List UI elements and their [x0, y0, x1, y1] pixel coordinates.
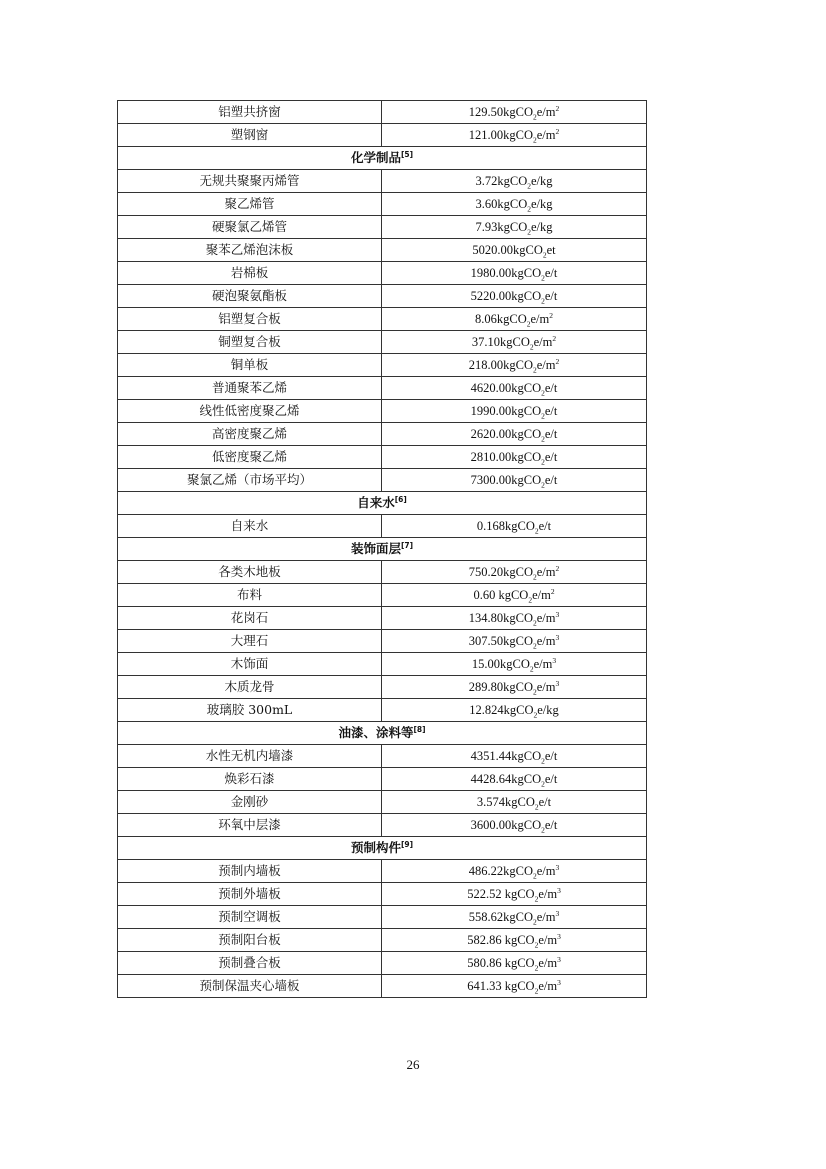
emission-factor — [382, 400, 647, 423]
factor-value: 1990.00 — [470, 404, 512, 418]
table-row — [118, 400, 647, 423]
unit-kgco: kgCO — [504, 933, 535, 947]
unit-suffix: e/t — [544, 473, 558, 487]
factor-value: 580.86 — [467, 956, 505, 970]
unit-subscript: 2 — [533, 871, 537, 881]
unit-suffix: e/t — [544, 749, 558, 763]
emission-factor — [382, 975, 647, 998]
table-row — [118, 377, 647, 400]
section-row — [118, 492, 647, 515]
material-name: 岩棉板 — [118, 262, 382, 285]
emission-factor — [382, 170, 647, 193]
unit-suffix: e/m — [536, 910, 556, 924]
material-name: 木饰面 — [118, 653, 382, 676]
unit-kgco: kgCO — [503, 565, 533, 579]
material-name: 预制外墙板 — [118, 883, 382, 906]
unit-suffix: e/m — [533, 657, 553, 671]
table-row — [118, 331, 647, 354]
unit-exponent: 3 — [555, 609, 560, 619]
section-heading — [118, 538, 647, 561]
factor-value: 2810.00 — [470, 450, 512, 464]
unit-exponent: 2 — [552, 333, 557, 343]
factor-value: 0.60 — [473, 588, 499, 602]
unit-kgco: kgCO — [511, 473, 542, 487]
unit-subscript: 2 — [533, 687, 537, 697]
section-title: 化学制品 — [350, 150, 401, 165]
unit-subscript: 2 — [534, 963, 539, 973]
unit-kgco: kgCO — [497, 174, 528, 188]
unit-suffix: e/m — [538, 887, 558, 901]
unit-subscript: 2 — [541, 388, 545, 398]
unit-suffix: e/m — [538, 956, 558, 970]
factor-value: 5020.00 — [472, 243, 513, 257]
emission-factor — [382, 101, 647, 124]
unit-subscript: 2 — [541, 296, 545, 306]
unit-suffix: e/m — [538, 979, 558, 993]
unit-subscript: 2 — [533, 572, 537, 582]
reference-mark: [6] — [394, 494, 407, 504]
material-name: 聚氯乙烯（市场平均） — [118, 469, 382, 492]
table-row — [118, 354, 647, 377]
emission-factor — [382, 193, 647, 216]
unit-kgco: kgCO — [503, 680, 533, 694]
unit-subscript: 2 — [534, 940, 539, 950]
section-heading — [118, 722, 647, 745]
unit-exponent: 3 — [555, 908, 560, 918]
material-name: 无规共聚聚丙烯管 — [118, 170, 382, 193]
material-name: 聚乙烯管 — [118, 193, 382, 216]
table-row — [118, 170, 647, 193]
table-row — [118, 952, 647, 975]
table-row — [118, 515, 647, 538]
factor-value: 121.00 — [468, 128, 504, 142]
unit-exponent: 3 — [555, 862, 560, 872]
emission-factor — [382, 745, 647, 768]
unit-suffix: e/m — [533, 335, 553, 349]
table-row — [118, 285, 647, 308]
factor-value: 7.93 — [475, 220, 498, 234]
unit-kgco: kgCO — [497, 220, 528, 234]
material-name: 硬泡聚氨酯板 — [118, 285, 382, 308]
unit-subscript: 2 — [534, 802, 539, 812]
unit-exponent: 2 — [555, 126, 560, 136]
table-row — [118, 975, 647, 998]
unit-suffix: e/m — [536, 358, 556, 372]
unit-suffix: e/m — [536, 611, 556, 625]
table-row — [118, 676, 647, 699]
emission-factor-table — [117, 100, 647, 998]
unit-kgco: kgCO — [505, 519, 535, 533]
factor-value: 486.22 — [468, 864, 504, 878]
table-row — [118, 860, 647, 883]
unit-subscript: 2 — [527, 181, 531, 191]
unit-subscript: 2 — [533, 135, 537, 145]
unit-subscript: 2 — [528, 595, 533, 605]
section-heading — [118, 147, 647, 170]
factor-value: 4351.44 — [470, 749, 512, 763]
section-title: 自来水 — [357, 495, 395, 510]
section-heading — [118, 492, 647, 515]
emission-factor — [382, 699, 647, 722]
material-name: 花岗石 — [118, 607, 382, 630]
unit-subscript: 2 — [526, 319, 531, 329]
reference-mark: [7] — [400, 540, 414, 550]
unit-subscript: 2 — [529, 664, 534, 674]
material-name: 环氧中层漆 — [118, 814, 382, 837]
material-name: 铜单板 — [118, 354, 382, 377]
unit-kgco: kgCO — [503, 703, 534, 717]
material-name: 低密度聚乙烯 — [118, 446, 382, 469]
unit-kgco: kgCO — [511, 818, 542, 832]
emission-factor — [382, 929, 647, 952]
unit-kgco: kgCO — [503, 864, 533, 878]
emission-factor — [382, 584, 647, 607]
unit-exponent: 3 — [555, 632, 560, 642]
unit-kgco: kgCO — [504, 956, 535, 970]
emission-factor — [382, 308, 647, 331]
section-row — [118, 538, 647, 561]
material-name: 普通聚苯乙烯 — [118, 377, 382, 400]
unit-exponent: 2 — [549, 310, 553, 320]
unit-suffix: e/t — [544, 427, 558, 441]
unit-suffix: e/t — [544, 289, 558, 303]
unit-kgco: kgCO — [500, 335, 530, 349]
emission-factor — [382, 124, 647, 147]
unit-subscript: 2 — [541, 756, 545, 766]
section-row — [118, 722, 647, 745]
factor-value: 3.72 — [475, 174, 498, 188]
factor-value: 134.80 — [468, 611, 504, 625]
emission-factor — [382, 676, 647, 699]
emission-factor — [382, 515, 647, 538]
table-row — [118, 699, 647, 722]
emission-factor — [382, 331, 647, 354]
factor-value: 582.86 — [467, 933, 505, 947]
factor-value: 37.10 — [471, 335, 500, 349]
factor-value: 641.33 — [467, 979, 505, 993]
unit-kgco: kgCO — [511, 450, 542, 464]
page-number: 26 — [406, 1057, 420, 1072]
table-row — [118, 584, 647, 607]
material-name: 聚苯乙烯泡沫板 — [118, 239, 382, 262]
emission-factor — [382, 952, 647, 975]
unit-kgco: kgCO — [503, 128, 533, 142]
unit-exponent: 3 — [557, 885, 561, 895]
unit-suffix: e/m — [530, 312, 550, 326]
table-row — [118, 124, 647, 147]
material-name: 预制内墙板 — [118, 860, 382, 883]
unit-kgco: kgCO — [503, 611, 533, 625]
factor-value: 3600.00 — [470, 818, 512, 832]
factor-value: 15.00 — [471, 657, 500, 671]
table-row — [118, 791, 647, 814]
factor-value: 129.50 — [468, 105, 504, 119]
unit-suffix: e/t — [544, 404, 558, 418]
factor-value: 5220.00 — [470, 289, 512, 303]
unit-suffix: e/kg — [530, 174, 553, 188]
reference-mark: [9] — [400, 839, 414, 849]
unit-kgco: kgCO — [511, 427, 542, 441]
section-row — [118, 147, 647, 170]
unit-kgco: kgCO — [511, 749, 542, 763]
unit-subscript: 2 — [534, 526, 539, 536]
emission-factor — [382, 906, 647, 929]
unit-suffix: e/m — [536, 105, 556, 119]
unit-kgco: kgCO — [498, 588, 529, 602]
material-name: 塑钢窗 — [118, 124, 382, 147]
unit-suffix: e/t — [544, 266, 558, 280]
unit-subscript: 2 — [534, 986, 539, 996]
unit-exponent: 3 — [557, 931, 561, 941]
table-row — [118, 216, 647, 239]
unit-kgco: kgCO — [511, 772, 542, 786]
factor-value: 3.60 — [475, 197, 498, 211]
factor-value: 750.20 — [468, 565, 504, 579]
emission-factor — [382, 814, 647, 837]
unit-subscript: 2 — [533, 618, 537, 628]
table-row — [118, 883, 647, 906]
emission-factor — [382, 354, 647, 377]
table-body — [118, 101, 647, 998]
unit-kgco: kgCO — [503, 358, 533, 372]
material-name: 金刚砂 — [118, 791, 382, 814]
table-row — [118, 193, 647, 216]
factor-value: 522.52 — [467, 887, 505, 901]
emission-factor — [382, 768, 647, 791]
unit-suffix: e/kg — [537, 703, 559, 717]
material-name: 铝塑复合板 — [118, 308, 382, 331]
emission-factor — [382, 216, 647, 239]
factor-value: 307.50 — [468, 634, 504, 648]
table-row — [118, 814, 647, 837]
unit-kgco: kgCO — [504, 887, 535, 901]
unit-subscript: 2 — [527, 227, 531, 237]
material-name: 水性无机内墙漆 — [118, 745, 382, 768]
unit-kgco: kgCO — [511, 289, 542, 303]
unit-suffix: et — [546, 243, 556, 257]
table-row — [118, 745, 647, 768]
material-name: 预制保温夹心墙板 — [118, 975, 382, 998]
table-row — [118, 423, 647, 446]
material-name: 预制叠合板 — [118, 952, 382, 975]
unit-subscript: 2 — [541, 411, 545, 421]
section-title: 油漆、涂料等 — [338, 725, 414, 740]
material-name: 自来水 — [118, 515, 382, 538]
unit-subscript: 2 — [527, 204, 531, 214]
emission-factor — [382, 791, 647, 814]
emission-factor-table-container — [117, 100, 646, 998]
table-row — [118, 768, 647, 791]
unit-subscript: 2 — [534, 894, 539, 904]
unit-exponent: 3 — [557, 977, 561, 987]
table-row — [118, 446, 647, 469]
unit-subscript: 2 — [533, 365, 537, 375]
factor-value: 0.168 — [476, 519, 505, 533]
material-name: 焕彩石漆 — [118, 768, 382, 791]
factor-value: 4428.64 — [470, 772, 512, 786]
material-name: 大理石 — [118, 630, 382, 653]
material-name: 铜塑复合板 — [118, 331, 382, 354]
emission-factor — [382, 239, 647, 262]
unit-exponent: 2 — [555, 103, 560, 113]
unit-exponent: 2 — [555, 356, 560, 366]
emission-factor — [382, 561, 647, 584]
unit-suffix: e/t — [544, 772, 558, 786]
unit-kgco: kgCO — [497, 197, 528, 211]
emission-factor — [382, 423, 647, 446]
factor-value: 218.00 — [468, 358, 504, 372]
unit-suffix: e/m — [536, 864, 556, 878]
unit-suffix: e/m — [536, 128, 556, 142]
factor-value: 1980.00 — [470, 266, 512, 280]
unit-subscript: 2 — [541, 434, 545, 444]
emission-factor — [382, 262, 647, 285]
table-row — [118, 101, 647, 124]
unit-subscript: 2 — [533, 710, 538, 720]
unit-kgco: kgCO — [503, 634, 533, 648]
unit-suffix: e/m — [536, 680, 556, 694]
section-title: 装饰面层 — [350, 541, 401, 556]
unit-kgco: kgCO — [511, 404, 542, 418]
factor-value: 558.62 — [468, 910, 504, 924]
unit-subscript: 2 — [541, 273, 545, 283]
unit-subscript: 2 — [541, 825, 545, 835]
unit-suffix: e/t — [538, 519, 552, 533]
material-name: 预制阳台板 — [118, 929, 382, 952]
unit-exponent: 2 — [550, 586, 555, 596]
unit-exponent: 3 — [555, 678, 560, 688]
table-row — [118, 308, 647, 331]
section-title: 预制构件 — [350, 840, 401, 855]
unit-subscript: 2 — [541, 457, 545, 467]
emission-factor — [382, 446, 647, 469]
unit-subscript: 2 — [542, 250, 547, 260]
table-row — [118, 607, 647, 630]
unit-exponent: 3 — [552, 655, 557, 665]
table-row — [118, 262, 647, 285]
emission-factor — [382, 377, 647, 400]
unit-subscript: 2 — [529, 342, 534, 352]
emission-factor — [382, 860, 647, 883]
table-row — [118, 561, 647, 584]
unit-suffix: e/m — [536, 634, 556, 648]
unit-suffix: e/t — [538, 795, 552, 809]
unit-kgco: kgCO — [503, 910, 533, 924]
table-row — [118, 906, 647, 929]
material-name: 预制空调板 — [118, 906, 382, 929]
table-row — [118, 630, 647, 653]
reference-mark: [5] — [400, 149, 414, 159]
emission-factor — [382, 607, 647, 630]
unit-subscript: 2 — [533, 917, 537, 927]
factor-value: 12.824 — [469, 703, 504, 717]
material-name: 木质龙骨 — [118, 676, 382, 699]
factor-value: 3.574 — [476, 795, 505, 809]
table-row — [118, 653, 647, 676]
unit-suffix: e/kg — [530, 220, 553, 234]
emission-factor — [382, 285, 647, 308]
reference-mark: [8] — [413, 724, 426, 734]
emission-factor — [382, 653, 647, 676]
table-row — [118, 239, 647, 262]
emission-factor — [382, 469, 647, 492]
unit-kgco: kgCO — [505, 795, 535, 809]
material-name: 铝塑共挤窗 — [118, 101, 382, 124]
factor-value: 289.80 — [468, 680, 504, 694]
material-name: 玻璃胶 300mL — [118, 699, 382, 722]
table-row — [118, 929, 647, 952]
unit-suffix: e/m — [532, 588, 551, 602]
material-name: 硬聚氯乙烯管 — [118, 216, 382, 239]
unit-suffix: e/m — [538, 933, 558, 947]
unit-kgco: kgCO — [512, 243, 543, 257]
material-name: 各类木地板 — [118, 561, 382, 584]
section-heading — [118, 837, 647, 860]
unit-subscript: 2 — [533, 641, 537, 651]
factor-value: 8.06 — [475, 312, 497, 326]
unit-kgco: kgCO — [500, 657, 530, 671]
unit-suffix: e/kg — [530, 197, 553, 211]
unit-suffix: e/t — [544, 381, 558, 395]
unit-suffix: e/t — [544, 818, 558, 832]
emission-factor — [382, 630, 647, 653]
factor-value: 2620.00 — [470, 427, 512, 441]
unit-subscript: 2 — [541, 480, 545, 490]
unit-kgco: kgCO — [496, 312, 527, 326]
unit-kgco: kgCO — [511, 266, 542, 280]
material-name: 布料 — [118, 584, 382, 607]
unit-kgco: kgCO — [504, 979, 535, 993]
table-row — [118, 469, 647, 492]
unit-exponent: 2 — [555, 563, 560, 573]
emission-factor — [382, 883, 647, 906]
unit-kgco: kgCO — [511, 381, 542, 395]
unit-subscript: 2 — [533, 112, 537, 122]
unit-subscript: 2 — [541, 779, 545, 789]
unit-kgco: kgCO — [503, 105, 533, 119]
material-name: 线性低密度聚乙烯 — [118, 400, 382, 423]
section-row — [118, 837, 647, 860]
unit-suffix: e/m — [536, 565, 556, 579]
unit-exponent: 3 — [557, 954, 561, 964]
unit-suffix: e/t — [544, 450, 558, 464]
material-name: 高密度聚乙烯 — [118, 423, 382, 446]
factor-value: 4620.00 — [470, 381, 512, 395]
factor-value: 7300.00 — [470, 473, 512, 487]
